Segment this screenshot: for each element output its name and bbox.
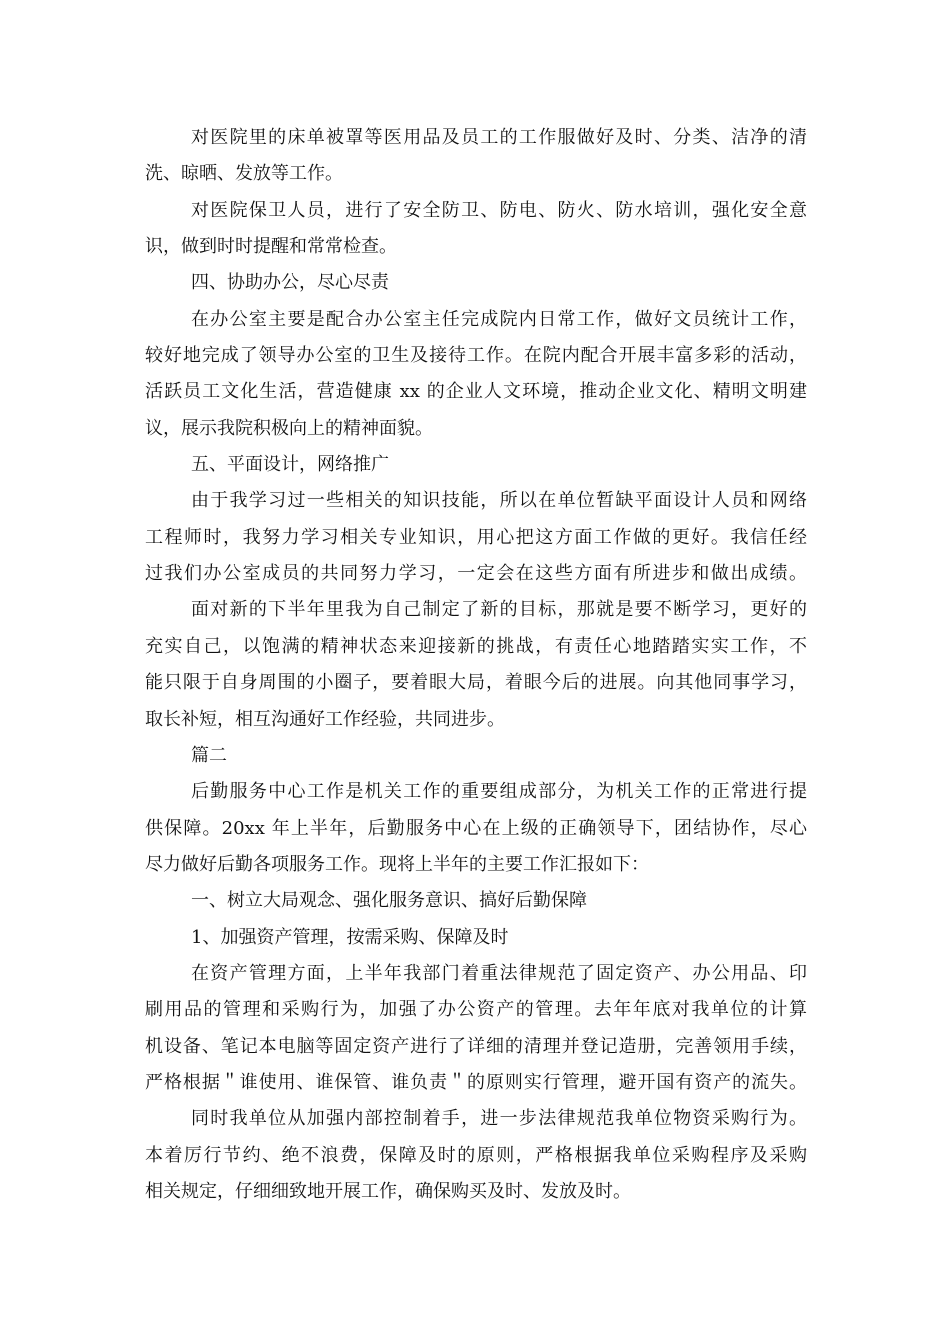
text-line: 四、协助办公，尽心尽责 bbox=[191, 272, 389, 294]
text-line: 篇二 bbox=[191, 744, 227, 766]
text-line: 相关规定，仔细细致地开展工作，确保购买及时、发放及时。 bbox=[145, 1180, 631, 1202]
text-line: 工程师时，我努力学习相关专业知识，用心把这方面工作做的更好。我信任经 bbox=[145, 526, 807, 548]
text-line: 尽力做好后勤各项服务工作。现将上半年的主要工作汇报如下： bbox=[145, 853, 649, 875]
text-line: 本着厉行节约、绝不浪费，保障及时的原则，严格根据我单位采购程序及采购 bbox=[145, 1144, 807, 1166]
text-line: 充实自己，以饱满的精神状态来迎接新的挑战，有责任心地踏踏实实工作，不 bbox=[145, 635, 807, 657]
text-line: 识，做到时时提醒和常常检查。 bbox=[145, 236, 397, 258]
text-line: 活跃员工文化生活，营造健康 xx 的企业人文环境，推动企业文化、精明文明建 bbox=[145, 381, 807, 403]
text-line: 机设备、笔记本电脑等固定资产进行了详细的清理并登记造册，完善领用手续， bbox=[145, 1035, 807, 1057]
text-line: 供保障。20xx 年上半年，后勤服务中心在上级的正确领导下，团结协作，尽心 bbox=[145, 817, 807, 839]
text-line: 由于我学习过一些相关的知识技能，所以在单位暂缺平面设计人员和网络 bbox=[191, 490, 807, 512]
text-line: 一、树立大局观念、强化服务意识、搞好后勤保障 bbox=[191, 890, 587, 912]
text-line: 对医院保卫人员，进行了安全防卫、防电、防火、防水培训，强化安全意 bbox=[191, 199, 807, 221]
text-line: 同时我单位从加强内部控制着手，进一步法律规范我单位物资采购行为。 bbox=[191, 1108, 807, 1130]
text-line: 在办公室主要是配合办公室主任完成院内日常工作，做好文员统计工作， bbox=[191, 308, 807, 330]
text-line: 后勤服务中心工作是机关工作的重要组成部分，为机关工作的正常进行提 bbox=[191, 781, 807, 803]
text-line: 五、平面设计，网络推广 bbox=[191, 454, 389, 476]
document-body bbox=[145, 120, 807, 1210]
text-line: 刷用品的管理和采购行为，加强了办公资产的管理。去年年底对我单位的计算 bbox=[145, 999, 807, 1021]
text-line: 严格根据＂谁使用、谁保管、谁负责＂的原则实行管理，避开国有资产的流失。 bbox=[145, 1071, 807, 1093]
text-line: 1、加强资产管理，按需采购、保障及时 bbox=[191, 926, 509, 948]
text-line: 在资产管理方面，上半年我部门着重法律规范了固定资产、办公用品、印 bbox=[191, 962, 807, 984]
text-line: 较好地完成了领导办公室的卫生及接待工作。在院内配合开展丰富多彩的活动， bbox=[145, 345, 807, 367]
text-line: 面对新的下半年里我为自己制定了新的目标，那就是要不断学习，更好的 bbox=[191, 599, 807, 621]
text-line: 洗、晾晒、发放等工作。 bbox=[145, 163, 343, 185]
text-line: 过我们办公室成员的共同努力学习，一定会在这些方面有所进步和做出成绩。 bbox=[145, 563, 807, 585]
text-line: 对医院里的床单被罩等医用品及员工的工作服做好及时、分类、洁净的清 bbox=[191, 127, 807, 148]
text-line: 能只限于自身周围的小圈子，要着眼大局，着眼今后的进展。向其他同事学习， bbox=[145, 672, 807, 694]
text-line: 议，展示我院积极向上的精神面貌。 bbox=[145, 417, 433, 439]
text-line: 取长补短，相互沟通好工作经验，共同进步。 bbox=[145, 708, 505, 730]
